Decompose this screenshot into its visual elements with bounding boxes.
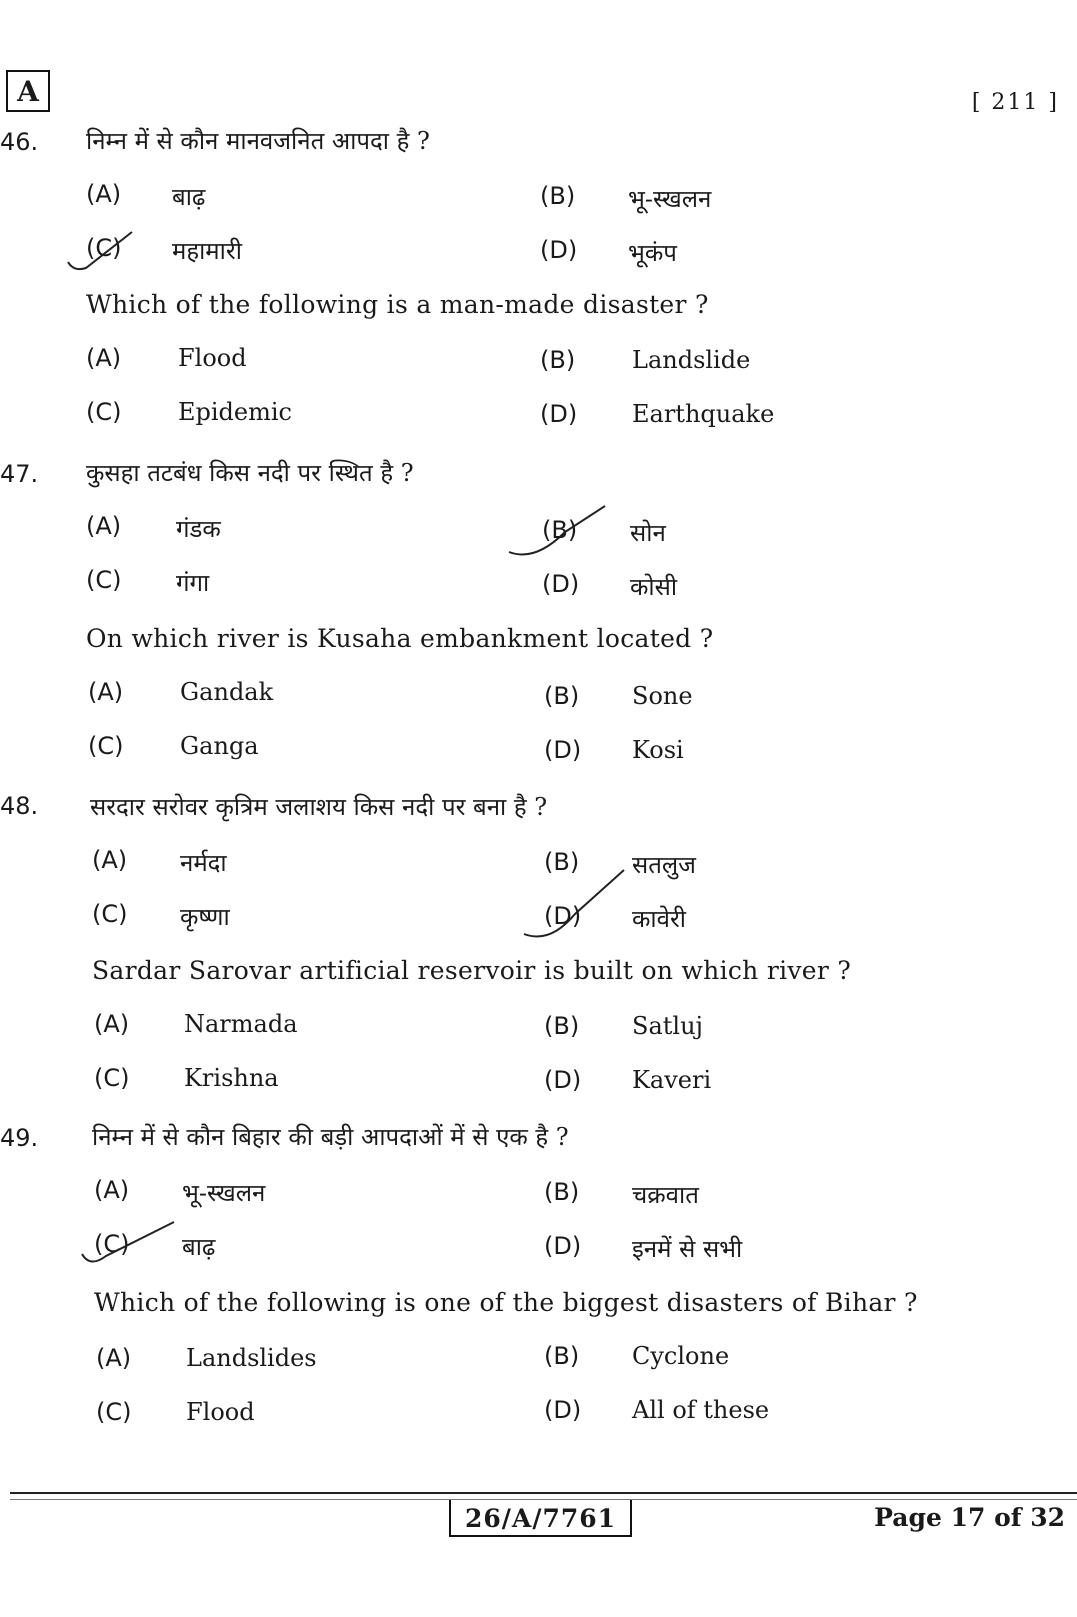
- option-text: Satluj: [632, 1012, 703, 1040]
- option-label: (C): [86, 234, 122, 262]
- option-text: महामारी: [172, 237, 242, 265]
- option-text: कोसी: [630, 573, 678, 601]
- question-text-hindi: सरदार सरोवर कृत्रिम जलाशय किस नदी पर बना है ?: [90, 793, 548, 821]
- option-text: Ganga: [180, 732, 259, 760]
- option-text: Landslide: [632, 346, 751, 374]
- option-text: नर्मदा: [180, 849, 227, 877]
- option-text: Flood: [178, 344, 247, 372]
- option-text: Narmada: [184, 1010, 298, 1038]
- option-label: (D): [544, 1396, 582, 1424]
- option-text: चक्रवात: [632, 1181, 699, 1209]
- option-label: (A): [88, 678, 124, 706]
- option-text: Epidemic: [178, 398, 292, 426]
- option-text: Earthquake: [632, 400, 775, 428]
- question-text-english: Which of the following is one of the biggest disasters of Bihar ?: [94, 1288, 918, 1317]
- option-text: Kosi: [632, 736, 684, 764]
- option-label: (C): [94, 1064, 130, 1092]
- option-label: (B): [544, 848, 580, 876]
- option-text: कावेरी: [632, 905, 687, 933]
- question-text-hindi: कुसहा तटबंध किस नदी पर स्थित है ?: [86, 459, 414, 487]
- option-text: बाढ़: [182, 1233, 216, 1261]
- option-label: (A): [96, 1344, 132, 1372]
- option-label: (B): [542, 516, 578, 544]
- option-label: (A): [86, 344, 122, 372]
- option-label: (D): [540, 236, 578, 264]
- option-label: (B): [544, 1178, 580, 1206]
- question-text-hindi: निम्न में से कौन मानवजनित आपदा है ?: [86, 127, 430, 155]
- option-label: (D): [544, 1066, 582, 1094]
- option-label: (A): [86, 512, 122, 540]
- option-text: भूकंप: [628, 239, 677, 267]
- question-number: 49.: [0, 1124, 39, 1152]
- option-label: (D): [544, 736, 582, 764]
- option-label: (C): [86, 566, 122, 594]
- option-text: सोन: [630, 519, 666, 547]
- option-label: (D): [542, 570, 580, 598]
- option-label: (D): [544, 1232, 582, 1260]
- option-label: (B): [540, 182, 576, 210]
- option-label: (A): [94, 1176, 130, 1204]
- option-label: (A): [86, 180, 122, 208]
- question-number: 48.: [0, 792, 39, 820]
- question-number: 47.: [0, 460, 39, 488]
- option-text: All of these: [632, 1396, 770, 1424]
- set-code-box: A: [6, 70, 50, 112]
- option-label: (C): [88, 732, 124, 760]
- option-label: (C): [94, 1230, 130, 1258]
- option-label: (C): [86, 398, 122, 426]
- option-text: बाढ़: [172, 183, 206, 211]
- option-label: (C): [96, 1398, 132, 1426]
- booklet-code-box: 26/A/7761: [449, 1500, 632, 1537]
- option-text: भू-स्खलन: [628, 185, 712, 213]
- option-text: Cyclone: [632, 1342, 730, 1370]
- option-label: (B): [544, 682, 580, 710]
- question-text-english: Sardar Sarovar artificial reservoir is built on which river ?: [92, 956, 852, 985]
- option-text: सतलुज: [632, 851, 696, 879]
- option-text: Flood: [186, 1398, 255, 1426]
- option-text: Gandak: [180, 678, 274, 706]
- option-text: कृष्णा: [180, 903, 230, 931]
- page-number: Page 17 of 32: [874, 1503, 1065, 1532]
- option-label: (B): [544, 1012, 580, 1040]
- question-text-english: Which of the following is a man-made disaster ?: [86, 290, 709, 319]
- option-label: (B): [540, 346, 576, 374]
- question-text-hindi: निम्न में से कौन बिहार की बड़ी आपदाओं में से एक है ?: [92, 1123, 569, 1151]
- option-label: (C): [92, 900, 128, 928]
- option-text: Kaveri: [632, 1066, 712, 1094]
- option-label: (B): [544, 1342, 580, 1370]
- option-text: गंगा: [176, 569, 210, 597]
- option-text: Landslides: [186, 1344, 317, 1372]
- option-label: (D): [540, 400, 578, 428]
- option-text: इनमें से सभी: [632, 1235, 743, 1263]
- option-label: (D): [544, 902, 582, 930]
- option-label: (A): [94, 1010, 130, 1038]
- option-label: (A): [92, 846, 128, 874]
- footer-rule: [10, 1492, 1077, 1494]
- option-text: भू-स्खलन: [182, 1179, 266, 1207]
- question-number: 46.: [0, 128, 39, 156]
- option-text: Sone: [632, 682, 693, 710]
- option-text: गंडक: [176, 515, 221, 543]
- question-text-english: On which river is Kusaha embankment located ?: [86, 624, 714, 653]
- page-code: [ 211 ]: [971, 90, 1059, 115]
- option-text: Krishna: [184, 1064, 279, 1092]
